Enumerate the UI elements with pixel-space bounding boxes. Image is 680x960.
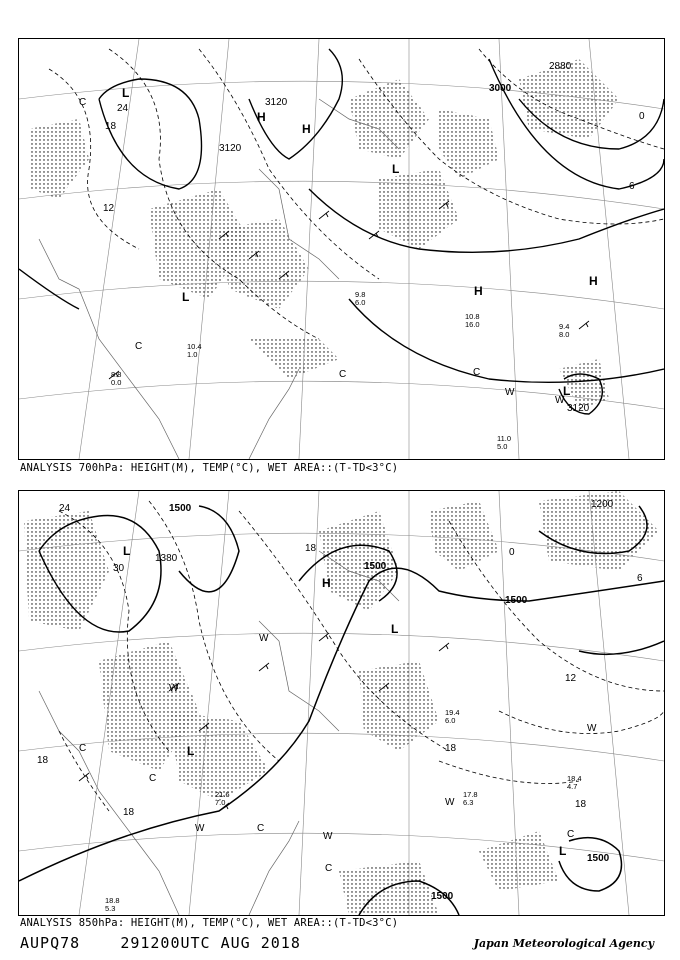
low-pressure-center: L xyxy=(559,844,567,858)
chart-identifier xyxy=(20,934,301,952)
cold-marker: C xyxy=(79,97,87,108)
height-label: 1500 xyxy=(505,595,528,606)
warm-marker: W xyxy=(555,395,565,406)
isotherm-label: 18 xyxy=(123,807,135,818)
station-dewpoint: 5.0 xyxy=(497,442,508,451)
high-pressure-center: H xyxy=(589,274,598,288)
warm-marker: W xyxy=(505,387,515,398)
agency-name: Japan Meteorological Agency xyxy=(473,937,654,950)
low-pressure-center: L xyxy=(392,162,400,176)
low-pressure-center: L xyxy=(122,86,130,100)
low-pressure-center: L xyxy=(563,384,571,398)
isotherm-label: 18 xyxy=(105,121,117,132)
valid-time: 291200UTC AUG 2018 xyxy=(120,934,301,952)
low-pressure-center: L xyxy=(123,544,131,558)
chart-code: AUPQ78 xyxy=(20,934,81,952)
station-dewpoint: 0.0 xyxy=(111,378,122,387)
warm-marker: W xyxy=(195,823,205,834)
cold-marker: C xyxy=(257,823,265,834)
height-label: 1380 xyxy=(155,553,178,564)
warm-marker: W xyxy=(323,831,333,842)
cold-marker: C xyxy=(149,773,157,784)
map-panel-850hpa xyxy=(18,490,665,916)
isotherm-label: 18 xyxy=(575,799,587,810)
height-label: 1500 xyxy=(431,891,454,902)
height-label: 3000 xyxy=(489,83,512,94)
height-label: 3120 xyxy=(265,97,288,108)
low-pressure-center: L xyxy=(391,622,399,636)
station-dewpoint: 4.7 xyxy=(567,782,578,791)
height-label: 3120 xyxy=(567,403,590,414)
isotherm-label: 18 xyxy=(305,543,317,554)
station-dewpoint: 16.0 xyxy=(465,320,480,329)
station-dewpoint: 6.0 xyxy=(355,298,366,307)
isotherm-label: 0 xyxy=(509,547,515,558)
low-pressure-center: L xyxy=(182,290,190,304)
isotherm-label: 6 xyxy=(637,573,643,584)
height-label: 3120 xyxy=(219,143,242,154)
station-temperature: 10.4 xyxy=(187,342,202,351)
station-temperature: 11.0 xyxy=(497,434,512,443)
station-dewpoint: 8.0 xyxy=(559,330,570,339)
station-temperature: 8.8 xyxy=(111,370,122,379)
isotherm-label: 18 xyxy=(37,755,49,766)
cold-marker: C xyxy=(135,341,143,352)
cold-marker: C xyxy=(339,369,347,380)
isotherm-label: 24 xyxy=(59,503,71,514)
station-temperature: 10.8 xyxy=(465,312,480,321)
station-dewpoint: 1.0 xyxy=(187,350,198,359)
map-panel-700hpa xyxy=(18,38,665,460)
isotherm-label: 18 xyxy=(445,743,457,754)
height-label: 2880 xyxy=(549,61,572,72)
station-temperature: 17.8 xyxy=(463,790,478,799)
height-label: 1500 xyxy=(587,853,610,864)
warm-marker: W xyxy=(445,797,455,808)
caption-850hpa: ANALYSIS 850hPa: HEIGHT(M), TEMP(°C), WET AREA::(T-TD<3°C) xyxy=(20,917,399,929)
high-pressure-center: H xyxy=(302,122,311,136)
isotherm-label: 30 xyxy=(113,563,125,574)
cold-marker: C xyxy=(567,829,575,840)
isotherm-label: 6 xyxy=(629,181,635,192)
station-dewpoint: 6.3 xyxy=(463,798,474,807)
warm-marker: W xyxy=(169,683,179,694)
isotherm-label: 24 xyxy=(117,103,129,114)
cold-marker: C xyxy=(325,863,333,874)
isotherm-label: 12 xyxy=(565,673,577,684)
warm-marker: W xyxy=(259,633,269,644)
station-dewpoint: 5.3 xyxy=(105,904,116,913)
station-temperature: 9.8 xyxy=(355,290,366,299)
height-label: 1200 xyxy=(591,499,614,510)
cold-marker: C xyxy=(473,367,481,378)
height-label: 1500 xyxy=(364,561,387,572)
isotherm-label: 12 xyxy=(103,203,115,214)
station-temperature: 9.4 xyxy=(559,322,570,331)
station-temperature: 19.4 xyxy=(445,708,460,717)
station-dewpoint: 6.0 xyxy=(445,716,456,725)
weather-map-850hpa xyxy=(19,491,664,915)
high-pressure-center: H xyxy=(257,110,266,124)
weather-map-700hpa xyxy=(19,39,664,459)
station-temperature: 18.4 xyxy=(567,774,582,783)
station-dewpoint: 7.0 xyxy=(215,798,226,807)
height-label: 1500 xyxy=(169,503,192,514)
high-pressure-center: H xyxy=(322,576,331,590)
station-temperature: 18.8 xyxy=(105,896,120,905)
high-pressure-center: H xyxy=(474,284,483,298)
low-pressure-center: L xyxy=(187,744,195,758)
station-temperature: 21.6 xyxy=(215,790,230,799)
cold-marker: C xyxy=(79,743,87,754)
warm-marker: W xyxy=(587,723,597,734)
isotherm-label: 0 xyxy=(639,111,645,122)
caption-700hpa: ANALYSIS 700hPa: HEIGHT(M), TEMP(°C), WET AREA::(T-TD<3°C) xyxy=(20,462,399,474)
